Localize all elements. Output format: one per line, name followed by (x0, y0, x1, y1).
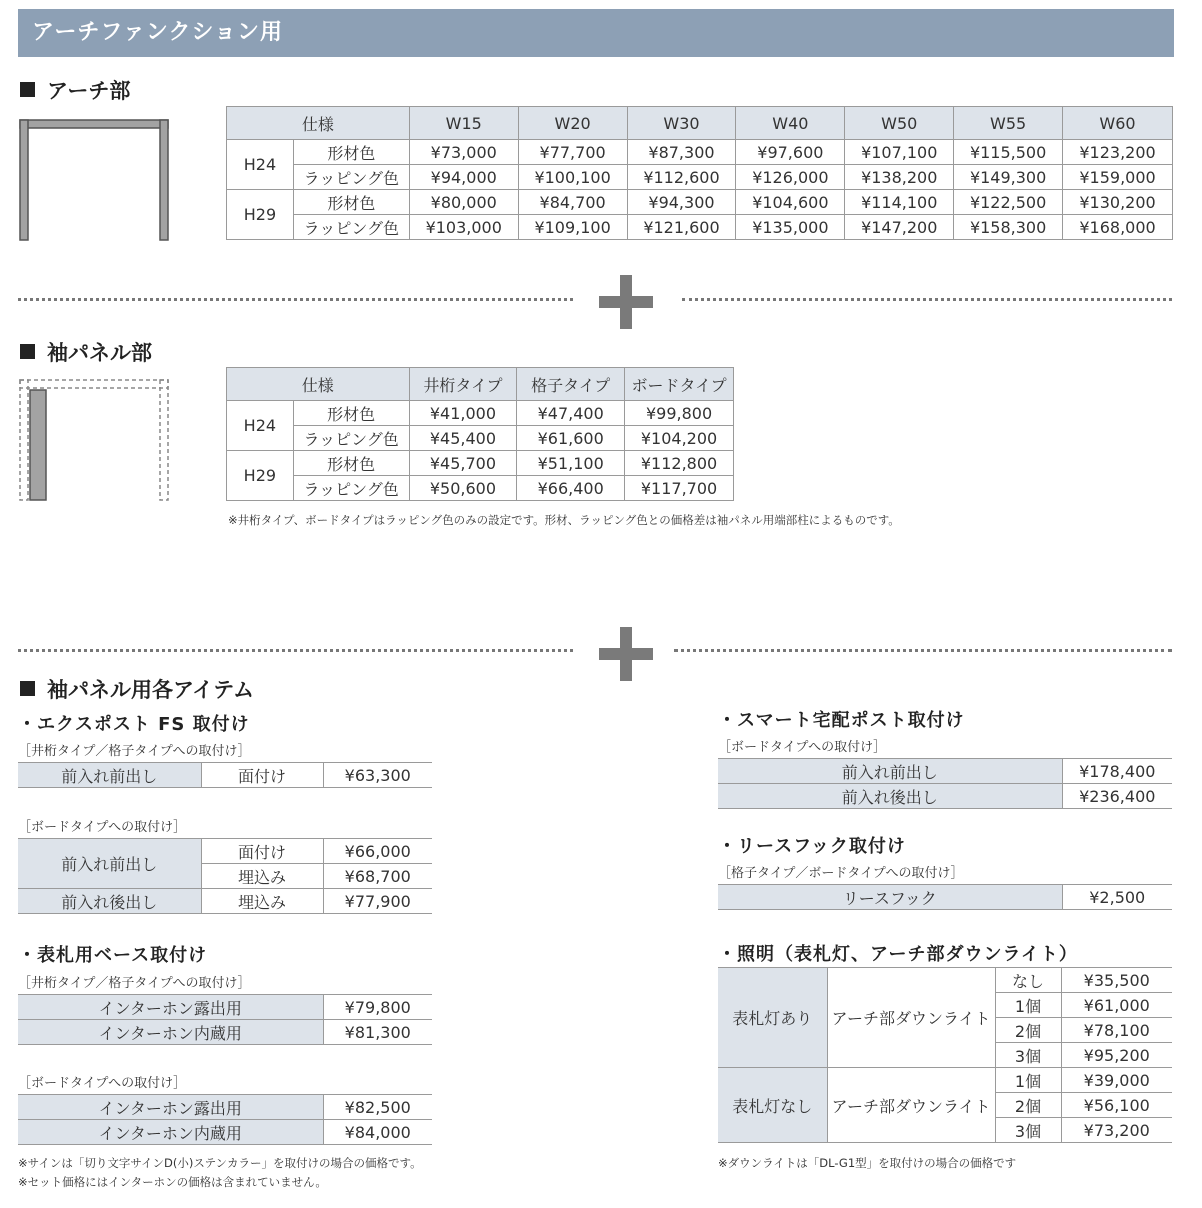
expost-table-2 (18, 838, 432, 914)
color-cell: 形材色 (293, 401, 409, 426)
wreath-hook-title: ・リースフック取付け (718, 836, 906, 857)
price-cell: ¥138,200 (845, 165, 954, 190)
type-cell: インターホン露出用 (18, 1095, 323, 1120)
price-cell: ¥114,100 (845, 190, 954, 215)
price-cell: ¥81,300 (323, 1020, 432, 1045)
nameplate-light-cell: 表札灯なし (718, 1068, 827, 1143)
price-cell: ¥35,500 (1061, 968, 1172, 993)
price-cell: ¥95,200 (1061, 1043, 1172, 1068)
type-cell: 前入れ前出し (718, 759, 1062, 784)
arch-title-text: アーチ部 (47, 79, 131, 103)
price-cell: ¥78,100 (1061, 1018, 1172, 1043)
price-cell: ¥47,400 (517, 401, 625, 426)
table-header-spec: 仕様 (227, 368, 410, 401)
table-row (18, 1020, 432, 1045)
price-cell: ¥80,000 (409, 190, 518, 215)
sleeve-panel-diagram-icon (18, 378, 170, 502)
nameplate-table-2 (18, 1094, 432, 1145)
downlight-type-cell: アーチ部ダウンライト (827, 1068, 995, 1143)
price-cell: ¥2,500 (1062, 885, 1172, 910)
square-bullet-icon (20, 82, 35, 97)
price-cell: ¥115,500 (954, 140, 1063, 165)
sleeve-price-table (226, 367, 734, 501)
price-cell: ¥126,000 (736, 165, 845, 190)
type-cell: インターホン内蔵用 (18, 1020, 323, 1045)
price-cell: ¥77,900 (323, 889, 432, 914)
price-cell: ¥168,000 (1063, 215, 1173, 240)
nameplate-note-2: ※セット価格にはインターホンの価格は含まれていません。 (18, 1175, 327, 1189)
count-cell: 1個 (995, 993, 1061, 1018)
price-cell: ¥50,600 (409, 476, 517, 501)
table-row (227, 190, 1173, 215)
table-row (227, 215, 1173, 240)
dotted-divider (682, 298, 1172, 301)
nameplate-note-1: ※サインは「切り文字サインD(小)ステンカラー」を取付けの場合の価格です。 (18, 1156, 422, 1170)
height-cell: H29 (227, 190, 294, 240)
color-cell: 形材色 (293, 190, 409, 215)
downlight-type-cell: アーチ部ダウンライト (827, 968, 995, 1068)
table-row (227, 401, 734, 426)
height-cell: H24 (227, 140, 294, 190)
table-row (18, 889, 432, 914)
price-cell: ¥122,500 (954, 190, 1063, 215)
sleeve-section-title (20, 337, 152, 367)
price-cell: ¥158,300 (954, 215, 1063, 240)
dotted-divider (674, 649, 1172, 652)
table-header-w55: W55 (954, 107, 1063, 140)
price-cell: ¥147,200 (845, 215, 954, 240)
expost-table-1 (18, 762, 432, 788)
count-cell: 3個 (995, 1043, 1061, 1068)
price-cell: ¥63,300 (323, 763, 432, 788)
price-cell: ¥97,600 (736, 140, 845, 165)
price-cell: ¥82,500 (323, 1095, 432, 1120)
price-cell: ¥84,700 (518, 190, 627, 215)
price-cell: ¥39,000 (1061, 1068, 1172, 1093)
nameplate-bracket-1: ［井桁タイプ／格子タイプへの取付け］ (18, 976, 251, 991)
dotted-divider (18, 298, 573, 301)
price-cell: ¥104,600 (736, 190, 845, 215)
plus-icon (599, 275, 653, 329)
mount-cell: 面付け (201, 839, 323, 864)
table-row (18, 1120, 432, 1145)
table-header-w50: W50 (845, 107, 954, 140)
table-row (227, 140, 1173, 165)
table-header-w15: W15 (409, 107, 518, 140)
price-cell: ¥94,300 (627, 190, 736, 215)
price-cell: ¥135,000 (736, 215, 845, 240)
table-row (718, 1068, 1172, 1093)
table-header-w30: W30 (627, 107, 736, 140)
price-cell: ¥130,200 (1063, 190, 1173, 215)
price-cell: ¥66,000 (323, 839, 432, 864)
nameplate-bracket-2: ［ボードタイプへの取付け］ (18, 1076, 187, 1091)
price-cell: ¥99,800 (625, 401, 734, 426)
mount-cell: 埋込み (201, 889, 323, 914)
table-row (718, 968, 1172, 993)
price-cell: ¥100,100 (518, 165, 627, 190)
table-row (227, 426, 734, 451)
table-header-w20: W20 (518, 107, 627, 140)
arch-section-title (20, 75, 130, 105)
items-section-title (20, 674, 254, 704)
price-cell: ¥77,700 (518, 140, 627, 165)
sleeve-title-text: 袖パネル部 (47, 341, 152, 365)
price-cell: ¥51,100 (517, 451, 625, 476)
table-row (227, 451, 734, 476)
type-cell: 前入れ前出し (18, 839, 201, 889)
banner-title: アーチファンクション用 (18, 9, 1174, 57)
count-cell: 1個 (995, 1068, 1061, 1093)
wreath-hook-bracket: ［格子タイプ／ボードタイプへの取付け］ (718, 866, 964, 881)
mount-cell: 埋込み (201, 864, 323, 889)
height-cell: H29 (227, 451, 294, 501)
price-cell: ¥149,300 (954, 165, 1063, 190)
price-cell: ¥117,700 (625, 476, 734, 501)
wreath-hook-table (718, 884, 1172, 910)
color-cell: 形材色 (293, 140, 409, 165)
nameplate-table-1 (18, 994, 432, 1045)
table-row (718, 885, 1172, 910)
smart-post-table (718, 758, 1172, 809)
arch-diagram-icon (18, 118, 170, 242)
smart-post-title: ・スマート宅配ポスト取付け (718, 710, 965, 731)
price-cell: ¥84,000 (323, 1120, 432, 1145)
price-cell: ¥103,000 (409, 215, 518, 240)
color-cell: ラッピング色 (293, 165, 409, 190)
table-row (718, 759, 1172, 784)
price-cell: ¥121,600 (627, 215, 736, 240)
price-cell: ¥94,000 (409, 165, 518, 190)
type-cell: リースフック (718, 885, 1062, 910)
height-cell: H24 (227, 401, 294, 451)
table-header-igeta: 井桁タイプ (409, 368, 517, 401)
type-cell: インターホン内蔵用 (18, 1120, 323, 1145)
lighting-title: ・照明（表札灯、アーチ部ダウンライト） (718, 944, 1078, 965)
table-row (18, 839, 432, 864)
color-cell: 形材色 (293, 451, 409, 476)
price-cell: ¥112,600 (627, 165, 736, 190)
price-cell: ¥112,800 (625, 451, 734, 476)
count-cell: 2個 (995, 1018, 1061, 1043)
table-header-w60: W60 (1063, 107, 1173, 140)
plus-icon (599, 627, 653, 681)
table-header-board: ボードタイプ (625, 368, 734, 401)
color-cell: ラッピング色 (293, 426, 409, 451)
table-header-spec: 仕様 (227, 107, 410, 140)
price-cell: ¥178,400 (1062, 759, 1172, 784)
color-cell: ラッピング色 (293, 476, 409, 501)
square-bullet-icon (20, 681, 35, 696)
price-cell: ¥123,200 (1063, 140, 1173, 165)
table-header-koushi: 格子タイプ (517, 368, 625, 401)
price-cell: ¥68,700 (323, 864, 432, 889)
price-cell: ¥73,200 (1061, 1118, 1172, 1143)
smart-post-bracket: ［ボードタイプへの取付け］ (718, 740, 887, 755)
table-row (718, 784, 1172, 809)
table-row (227, 476, 734, 501)
arch-price-table (226, 106, 1173, 240)
square-bullet-icon (20, 344, 35, 359)
price-cell: ¥56,100 (1061, 1093, 1172, 1118)
price-cell: ¥109,100 (518, 215, 627, 240)
nameplate-title: ・表札用ベース取付け (18, 945, 208, 966)
price-cell: ¥45,400 (409, 426, 517, 451)
color-cell: ラッピング色 (293, 215, 409, 240)
lighting-table (718, 967, 1172, 1143)
count-cell: なし (995, 968, 1061, 993)
dotted-divider (18, 649, 573, 652)
expost-bracket-1: ［井桁タイプ／格子タイプへの取付け］ (18, 744, 251, 759)
count-cell: 2個 (995, 1093, 1061, 1118)
price-cell: ¥87,300 (627, 140, 736, 165)
table-row (227, 165, 1173, 190)
price-cell: ¥45,700 (409, 451, 517, 476)
table-header-w40: W40 (736, 107, 845, 140)
type-cell: インターホン露出用 (18, 995, 323, 1020)
price-cell: ¥104,200 (625, 426, 734, 451)
items-title-text: 袖パネル用各アイテム (47, 678, 255, 702)
mount-cell: 面付け (201, 763, 323, 788)
price-cell: ¥61,600 (517, 426, 625, 451)
table-row (18, 763, 432, 788)
price-cell: ¥61,000 (1061, 993, 1172, 1018)
count-cell: 3個 (995, 1118, 1061, 1143)
expost-bracket-2: ［ボードタイプへの取付け］ (18, 820, 187, 835)
lighting-note: ※ダウンライトは「DL-G1型」を取付けの場合の価格です (718, 1156, 1017, 1170)
price-cell: ¥73,000 (409, 140, 518, 165)
table-row (18, 995, 432, 1020)
price-cell: ¥79,800 (323, 995, 432, 1020)
nameplate-light-cell: 表札灯あり (718, 968, 827, 1068)
price-cell: ¥159,000 (1063, 165, 1173, 190)
type-cell: 前入れ前出し (18, 763, 201, 788)
price-cell: ¥107,100 (845, 140, 954, 165)
type-cell: 前入れ後出し (18, 889, 201, 914)
price-cell: ¥236,400 (1062, 784, 1172, 809)
expost-title: ・エクスポスト FS 取付け (18, 714, 250, 735)
type-cell: 前入れ後出し (718, 784, 1062, 809)
price-cell: ¥66,400 (517, 476, 625, 501)
sleeve-note: ※井桁タイプ、ボードタイプはラッピング色のみの設定です。形材、ラッピング色との価格差は袖パネル用端部柱によるものです。 (228, 513, 900, 527)
price-cell: ¥41,000 (409, 401, 517, 426)
table-row (18, 1095, 432, 1120)
